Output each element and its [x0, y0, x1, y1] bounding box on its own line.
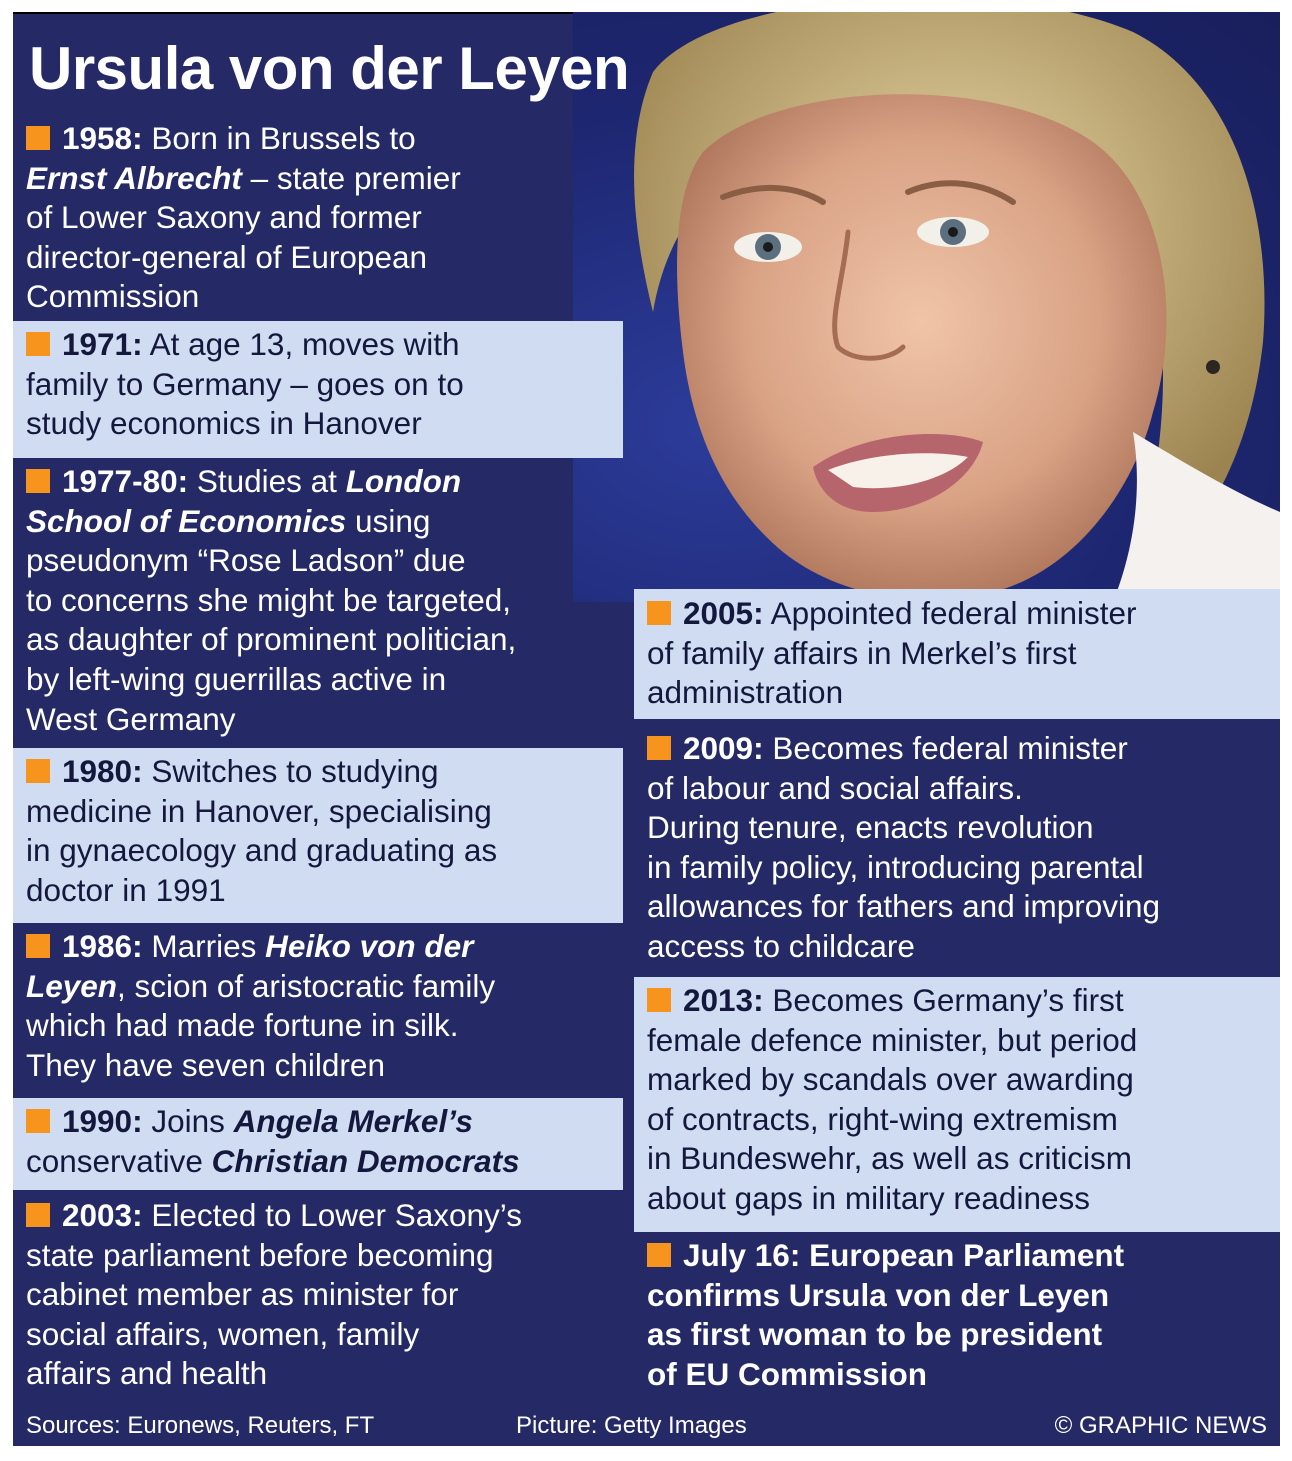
orange-square-bullet-icon [647, 736, 671, 760]
orange-square-bullet-icon [26, 1203, 50, 1227]
picture-credit: Picture: Getty Images [516, 1412, 747, 1439]
portrait-illustration [573, 12, 1280, 602]
timeline-entry-2013: 2013: Becomes Germany’s first female defence minister, but period marked by scandals over awarding of contracts, right-wing extremism in Bundeswehr, as well as criticism about gaps in military readiness [634, 977, 1280, 1232]
orange-square-bullet-icon [26, 1109, 50, 1133]
orange-square-bullet-icon [26, 934, 50, 958]
orange-square-bullet-icon [647, 988, 671, 1012]
orange-square-bullet-icon [26, 759, 50, 783]
sources-credit: Sources: Euronews, Reuters, FT [26, 1412, 375, 1439]
timeline-entry-1977-80: 1977-80: Studies at London School of Economics using pseudonym “Rose Ladson” due to concerns she might be targeted, as daughter of prominent politician, by left-wing guerrillas active in West Germany [26, 463, 517, 737]
timeline-entry-2003: 2003: Elected to Lower Saxony’s state parliament before becoming cabinet member as minister for social affairs, women, family affairs and health [26, 1197, 522, 1392]
orange-square-bullet-icon [647, 601, 671, 625]
orange-square-bullet-icon [26, 469, 50, 493]
orange-square-bullet-icon [647, 1243, 671, 1267]
timeline-entry-1958: 1958: Born in Brussels to Ernst Albrecht – state premier of Lower Saxony and former director-general of European Commission [26, 120, 461, 315]
infographic-frame [13, 12, 1280, 1446]
copyright-credit: © GRAPHIC NEWS [1054, 1412, 1267, 1439]
timeline-entry-1990: 1990: Joins Angela Merkel’s conservative Christian Democrats [13, 1098, 623, 1190]
timeline-entry-july-16: July 16: European Parliament confirms Ursula von der Leyen as first woman to be president of EU Commission [647, 1237, 1125, 1392]
orange-square-bullet-icon [26, 332, 50, 356]
timeline-entry-2005: 2005: Appointed federal minister of family affairs in Merkel’s first administration [634, 589, 1280, 719]
footer [13, 1406, 1280, 1446]
timeline-entry-1971: 1971: At age 13, moves with family to Germany – goes on to study economics in Hanover [13, 321, 623, 458]
timeline-entry-2009: 2009: Becomes federal minister of labour and social affairs. During tenure, enacts revolution in family policy, introducing parental allowances for fathers and improving access to childcare [647, 730, 1161, 964]
orange-square-bullet-icon [26, 126, 50, 150]
page-title: Ursula von der Leyen [29, 35, 630, 102]
portrait-photo [573, 12, 1280, 602]
timeline-entry-1986: 1986: Marries Heiko von der Leyen, scion of aristocratic family which had made fortune in silk. They have seven children [26, 928, 496, 1083]
timeline-entry-1980: 1980: Switches to studying medicine in Hanover, specialising in gynaecology and graduating as doctor in 1991 [13, 748, 623, 923]
